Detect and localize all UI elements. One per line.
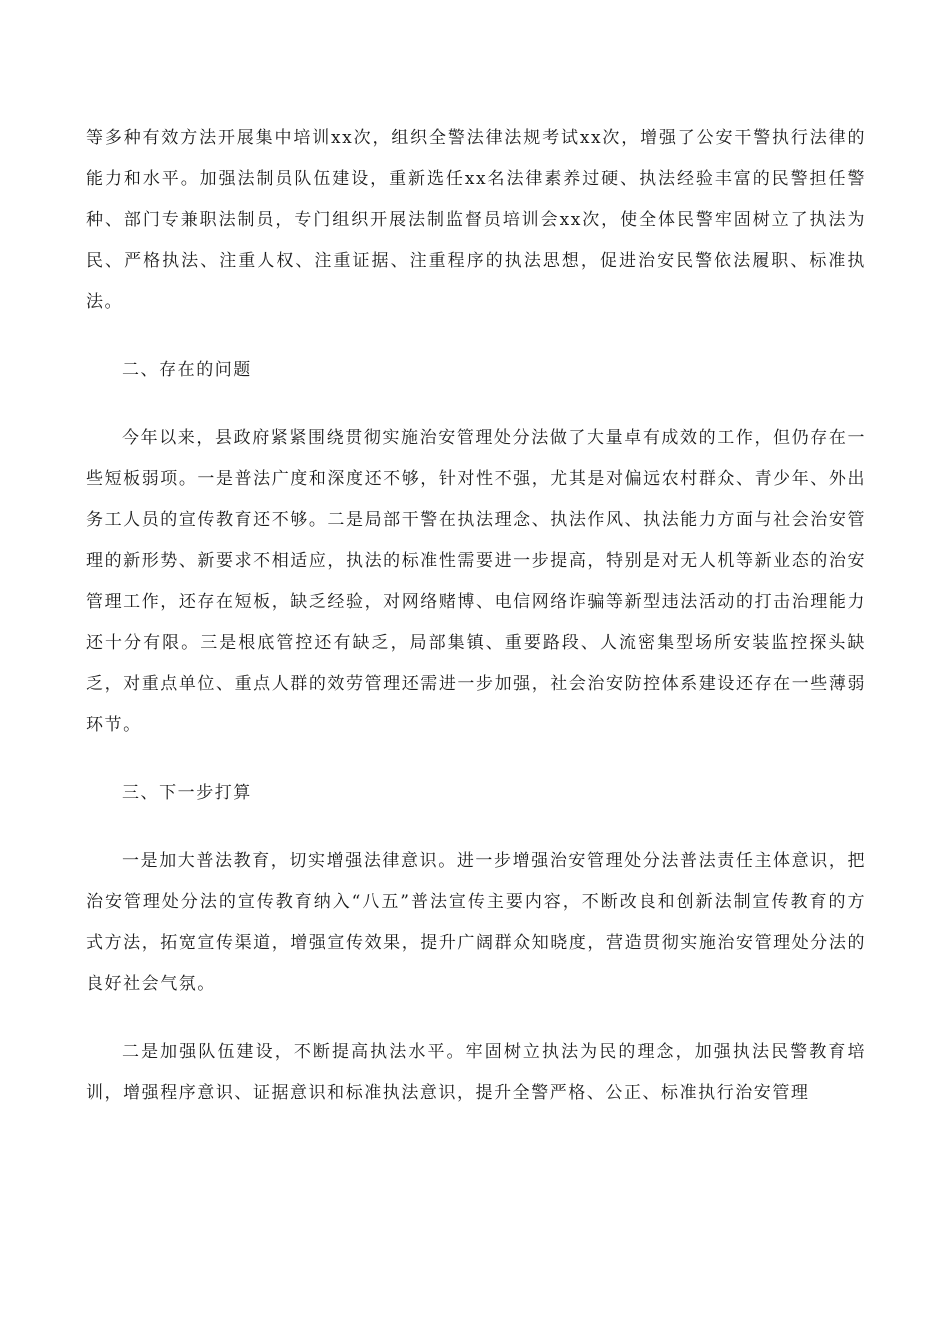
section-heading-problems: 二、存在的问题 [122,360,252,380]
paragraph-continuation: 等多种有效方法开展集中培训xx次，组织全警法律法规考试xx次，增强了公安干警执行法律的能力和水平。加强法制员队伍建设，重新选任xx名法律素养过硬、执法经验丰富的民警担任警种、部门专兼职法制员，专门组织开展法制监督员培训会xx次，使全体民警牢固树立了执法为民、严格执法、注重人权、注重证据、注重程序的执法思想，促进治安民警依法履职、标准执法。 [86,128,866,312]
section-heading-next-steps: 三、下一步打算 [122,783,252,803]
paragraph-next-step-1: 一是加大普法教育，切实增强法律意识。进一步增强治安管理处分法普法责任主体意识，把治安管理处分法的宣传教育纳入“八五”普法宣传主要内容，不断改良和创新法制宣传教育的方式方法，拓宽宣传渠道，增强宣传效果，提升广阔群众知晓度，营造贯彻实施治安管理处分法的良好社会气氛。 [86,851,866,994]
document-page [86,118,866,1141]
paragraph-problems: 今年以来，县政府紧紧围绕贯彻实施治安管理处分法做了大量卓有成效的工作，但仍存在一些短板弱项。一是普法广度和深度还不够，针对性不强，尤其是对偏远农村群众、青少年、外出务工人员的宣传教育还不够。二是局部干警在执法理念、执法作风、执法能力方面与社会治安管理的新形势、新要求不相适应，执法的标准性需要进一步提高，特别是对无人机等新业态的治安管理工作，还存在短板，缺乏经验，对网络赌博、电信网络诈骗等新型违法活动的打击治理能力还十分有限。三是根底管控还有缺乏，局部集镇、重要路段、人流密集型场所安装监控探头缺乏，对重点单位、重点人群的效劳管理还需进一步加强，社会治安防控体系建设还存在一些薄弱环节。 [86,428,866,735]
paragraph-next-step-2: 二是加强队伍建设，不断提高执法水平。牢固树立执法为民的理念，加强执法民警教育培训，增强程序意识、证据意识和标准执法意识，提升全警严格、公正、标准执行治安管理 [86,1042,866,1103]
